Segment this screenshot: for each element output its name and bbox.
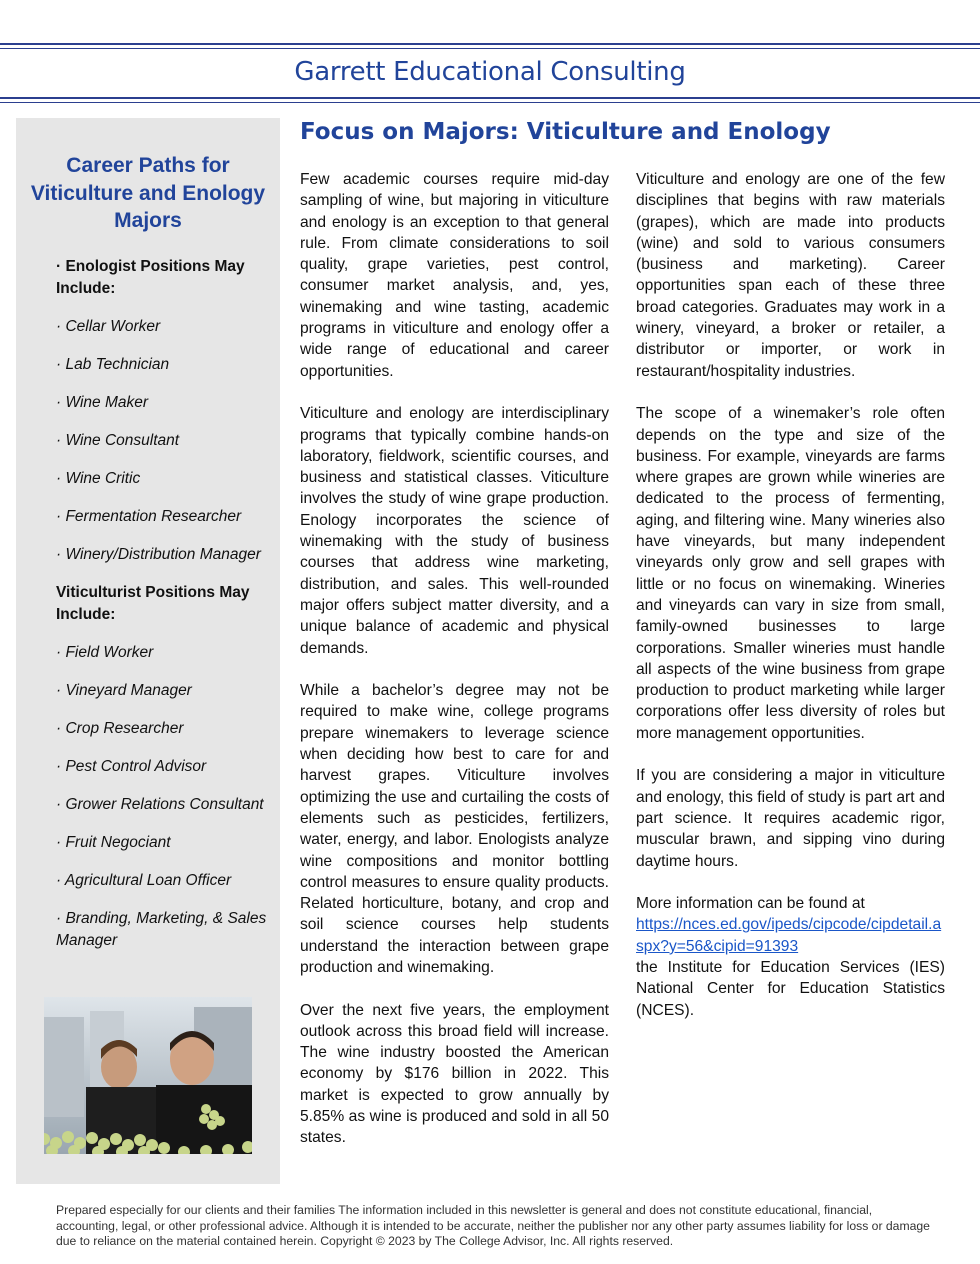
footer-disclaimer: Prepared especially for our clients and their families The information included in this newsletter is general and does not constitute educational, financial, accounting, legal, or other professional advice. Although it is intended to be accurate, neither the publisher nor any other party assumes liability for loss or damage due to reliance on the material contained herein. Copyright © 2023 by The College Advisor, Inc. All rights reserved. <box>56 1203 930 1248</box>
list-item: · Grower Relations Consultant <box>56 796 264 813</box>
winemakers-photo <box>44 997 252 1154</box>
paragraph: If you are considering a major in viticulture and enology, this field of study is part art and part science. It requires academic rigor, muscular brawn, and sipping vino during daytime hours. <box>636 767 945 870</box>
career-list <box>56 256 278 952</box>
list-item: · Wine Critic <box>56 470 141 487</box>
article-column-2 <box>636 169 945 1042</box>
nces-link[interactable]: https://nces.ed.gov/ipeds/cipcode/cipdetail.aspx?y=56&cipid=91393 <box>636 916 942 955</box>
list-item: · Agricultural Loan Officer <box>56 872 232 889</box>
article-headline: Focus on Majors: Viticulture and Enology <box>300 119 831 145</box>
sidebar-title: Career Paths for Viticulture and Enology Majors <box>30 154 266 232</box>
list-item: · Cellar Worker <box>56 318 161 335</box>
article-column-1 <box>300 169 609 1170</box>
masthead-title: Garrett Educational Consulting <box>294 57 686 87</box>
list-item: · Fruit Negociant <box>56 834 171 851</box>
list-item: · Crop Researcher <box>56 720 184 737</box>
top-rule-thin <box>0 48 980 49</box>
list-item: · Fermentation Researcher <box>56 508 242 525</box>
list-item: · Lab Technician <box>56 356 170 373</box>
paragraph: The scope of a winemaker’s role often depends on the type and size of the business. For example, vineyards are farms where grapes are grown while wineries are dedicated to the process of fermenting, aging, and filtering wine. Many wineries also have vineyards, but many independent vineyards only grow and sell grapes with little or no focus on winemaking. Wineries and vineyards can vary in size from small, family-owned businesses to large corporations. Smaller wineries must handle all aspects of the wine business from grape production to product marketing while larger corporations offer less diversity of roles but more management opportunities. <box>636 405 945 742</box>
top-rule <box>0 43 980 45</box>
more-info-paragraph <box>636 893 945 1021</box>
list-item: · Pest Control Advisor <box>56 758 207 775</box>
paragraph: Viticulture and enology are one of the few disciplines that begins with raw materials (grapes), which are made into products (wine) and sold to various consumers (business and marketing). Career opportunities span each of these three broad categories. Graduates may work in a winery, vineyard, a broker or retailer, a distributor or importer, or work in restaurant/hospitality industries. <box>636 171 945 380</box>
bottom-rule <box>0 97 980 99</box>
more-info-tail: the Institute for Education Services (IES) National Center for Education Statistics (NCES). <box>636 958 945 1019</box>
list-item: · Wine Maker <box>56 394 149 411</box>
list-item: · Branding, Marketing, & Sales Manager <box>56 910 267 949</box>
bottom-rule-thin <box>0 102 980 103</box>
paragraph: Over the next five years, the employment outlook across this broad field will increase. The wine industry boosted the American economy by $176 billion in 2022. This market is expected to grow annually by 5.85% as wine is produced and sold in all 50 states. <box>300 1001 609 1147</box>
viticulturist-heading: Viticulturist Positions May Include: <box>56 584 250 623</box>
list-item: · Vineyard Manager <box>56 682 192 699</box>
paragraph: Few academic courses require mid-day sampling of wine, but majoring in viticulture and enology is an exception to that general rule. From climate considerations to soil quality, grape varieties, pest control, consumer market analysis, and, yes, winemaking and wine tasting, academic programs in viticulture and enology offer a wide range of educational and career opportunities. <box>300 171 609 380</box>
list-item: · Wine Consultant <box>56 432 180 449</box>
paragraph: Viticulture and enology are interdisciplinary programs that typically combine hands-on laboratory, fieldwork, scientific courses, and business and statistical classes. Viticulture involves the study of wine grape production. Enology incorporates the science of winemaking with the study of business courses that address wine marketing, distribution, and sales. This well-rounded major offers subject matter diversity, and a unique balance of academic and physical demands. <box>300 405 609 657</box>
enologist-heading: · Enologist Positions May Include: <box>56 258 245 297</box>
list-item: · Winery/Distribution Manager <box>56 546 261 563</box>
paragraph: While a bachelor’s degree may not be required to make wine, college programs prepare winemakers to leverage science when deciding how best to care for and harvest grapes. Viticulture involves optimizing the use and curtailing the costs of elements such as pesticides, fertilizers, water, energy, and labor. Enologists analyze wine compositions and monitor bottling control measures to ensure quality products. Related horticulture, botany, and crop and soil science courses help students understand the interaction between grape production and winemaking. <box>300 682 609 976</box>
list-item: · Field Worker <box>56 644 154 661</box>
more-info-lead: More information can be found at <box>636 895 865 913</box>
